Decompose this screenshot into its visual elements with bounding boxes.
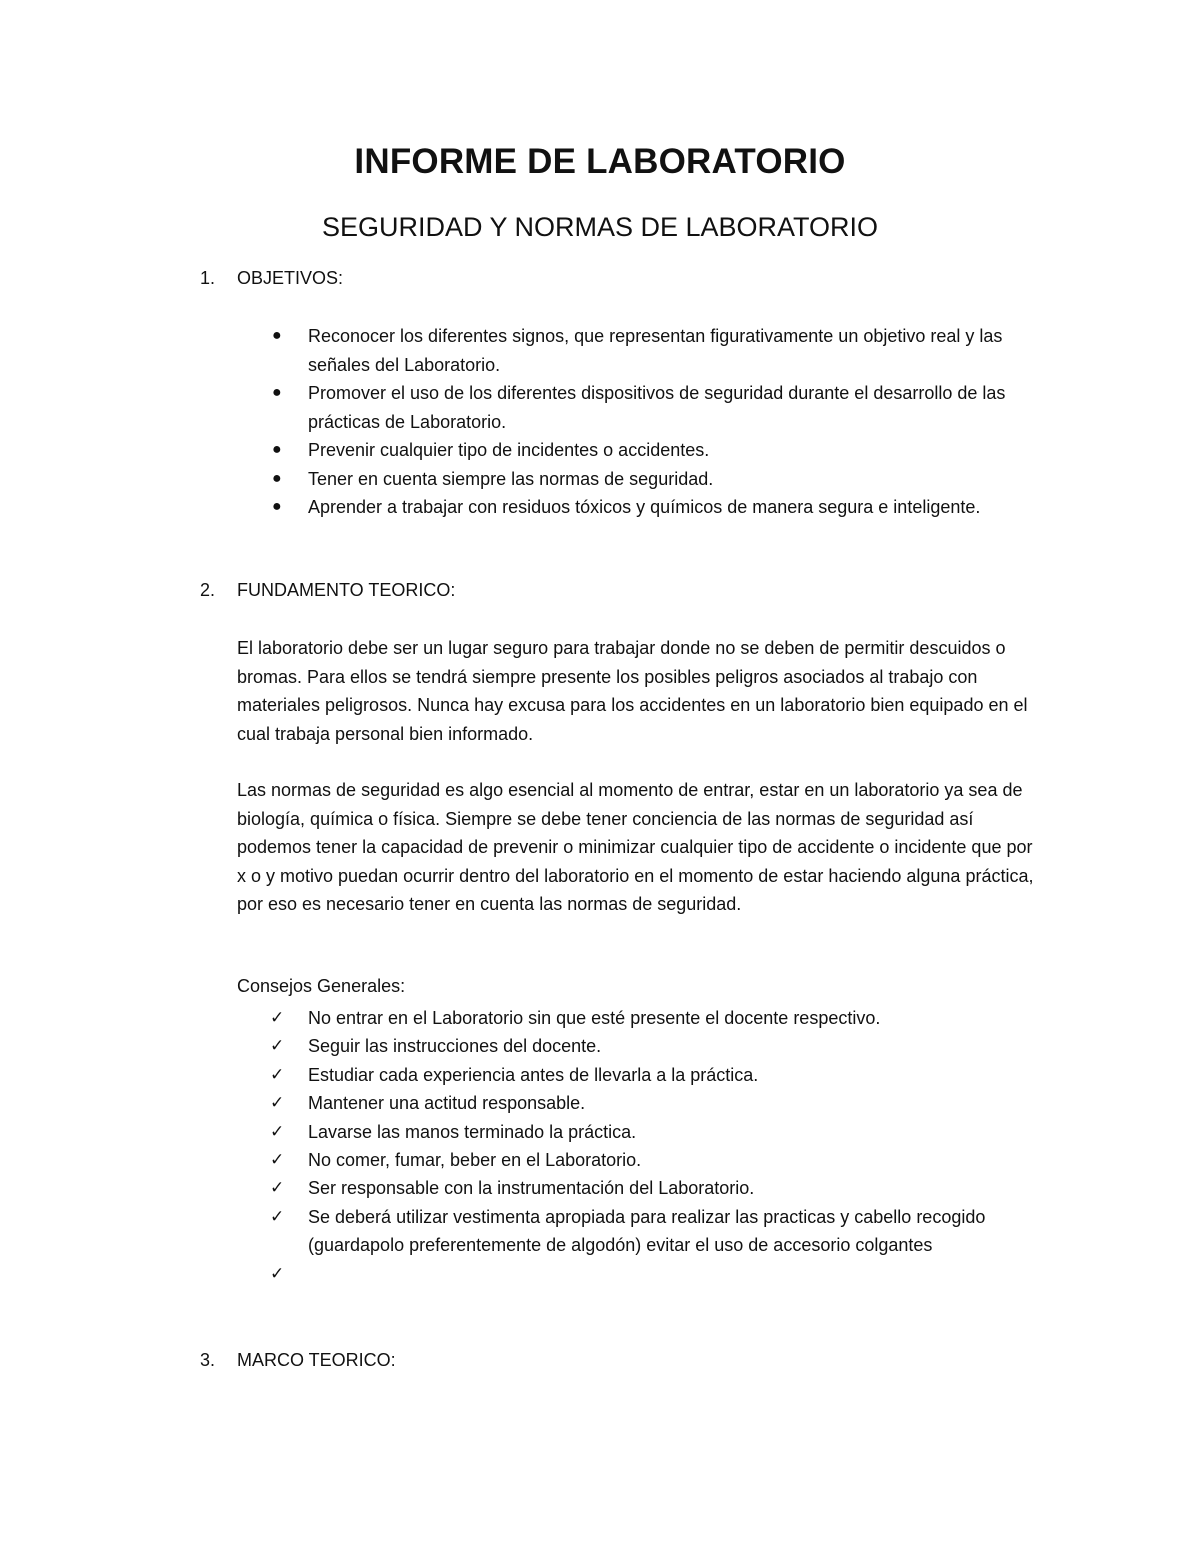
checkmark-icon: ✓ (270, 1036, 285, 1057)
section-number: 1. (200, 268, 216, 288)
list-item: ● Reconocer los diferentes signos, que representan figurativamente un objetivo real y las señales del Laboratorio. (270, 322, 1040, 379)
section-heading-marco (200, 1350, 396, 1371)
bullet-icon: ● (272, 441, 282, 458)
document-title: INFORME DE LABORATORIO (354, 142, 846, 181)
section-heading-label: OBJETIVOS: (237, 268, 344, 288)
list-item: ● Aprender a trabajar con residuos tóxicos y químicos de manera segura e inteligente. (270, 493, 1040, 522)
document-subtitle: SEGURIDAD Y NORMAS DE LABORATORIO (321, 212, 879, 242)
checkmark-icon: ✓ (270, 1206, 285, 1227)
list-item: ● Promover el uso de los diferentes dispositivos de seguridad durante el desarrollo de las prácticas de Laboratorio. (270, 379, 1040, 436)
checkmark-icon: ✓ (270, 1178, 285, 1199)
checkmark-icon: ✓ (270, 1093, 285, 1114)
consejos-label: Consejos Generales: (237, 976, 406, 996)
section-number: 3. (200, 1350, 216, 1370)
list-item: ✓ No entrar en el Laboratorio sin que esté presente el docente respectivo. (270, 1004, 1030, 1032)
section-heading-objetivos (200, 268, 343, 289)
list-item: ✓ Seguir las instrucciones del docente. (270, 1032, 1030, 1060)
consejos-list (270, 1004, 1030, 1288)
objetivos-list (270, 322, 1040, 522)
section-number: 2. (200, 580, 216, 600)
list-item: ● Prevenir cualquier tipo de incidentes o accidentes. (270, 436, 1040, 465)
bullet-icon: ● (272, 327, 282, 344)
bullet-icon: ● (272, 469, 282, 487)
list-item: ✓ Se deberá utilizar vestimenta apropiada para realizar las practicas y cabello recogido (guardapolo preferentemente de algodón) evitar el uso de accesorio colgantes (270, 1203, 1030, 1260)
fundamento-paragraph-2: Las normas de seguridad es algo esencial al momento de entrar, estar en un laboratorio ya sea de biología, química o física. Siempre se debe tener conciencia de las normas de seguridad así podemos tener la capacidad de prevenir o minimizar cualquier tipo de accidente o incidente que por x o y motivo puedan ocurrir dentro del laboratorio en el momento de estar haciendo alguna práctica, por eso es necesario tener en cuenta las normas de seguridad. (237, 780, 1034, 915)
checkmark-icon: ✓ (270, 1064, 285, 1085)
list-item (270, 1260, 1030, 1288)
checkmark-icon: ✓ (270, 1150, 285, 1171)
list-item: ● Tener en cuenta siempre las normas de seguridad. (270, 465, 1040, 494)
list-item: ✓ Mantener una actitud responsable. (270, 1089, 1030, 1117)
section-heading-label: FUNDAMENTO TEORICO: (237, 580, 456, 600)
checkmark-icon: ✓ (270, 1008, 285, 1028)
section-heading-fundamento (200, 580, 455, 601)
checkmark-icon: ✓ (270, 1121, 285, 1142)
list-item: ✓ Lavarse las manos terminado la práctica. (270, 1118, 1030, 1146)
list-item: ✓ No comer, fumar, beber en el Laboratorio. (270, 1146, 1030, 1174)
bullet-icon: ● (272, 384, 282, 401)
fundamento-paragraph-1: El laboratorio debe ser un lugar seguro para trabajar donde no se deben de permitir descuidos o bromas. Para ellos se tendrá siempre presente los posibles peligros asociados al trabajo con materiales peligrosos. Nunca hay excusa para los accidentes en un laboratorio bien equipado en el cual trabaja personal bien informado. (237, 638, 1028, 744)
section-heading-label: MARCO TEORICO: (237, 1350, 396, 1370)
list-item: ✓ Ser responsable con la instrumentación del Laboratorio. (270, 1174, 1030, 1202)
list-item: ✓ Estudiar cada experiencia antes de llevarla a la práctica. (270, 1061, 1030, 1089)
bullet-icon: ● (272, 498, 282, 515)
checkmark-icon: ✓ (270, 1263, 285, 1284)
